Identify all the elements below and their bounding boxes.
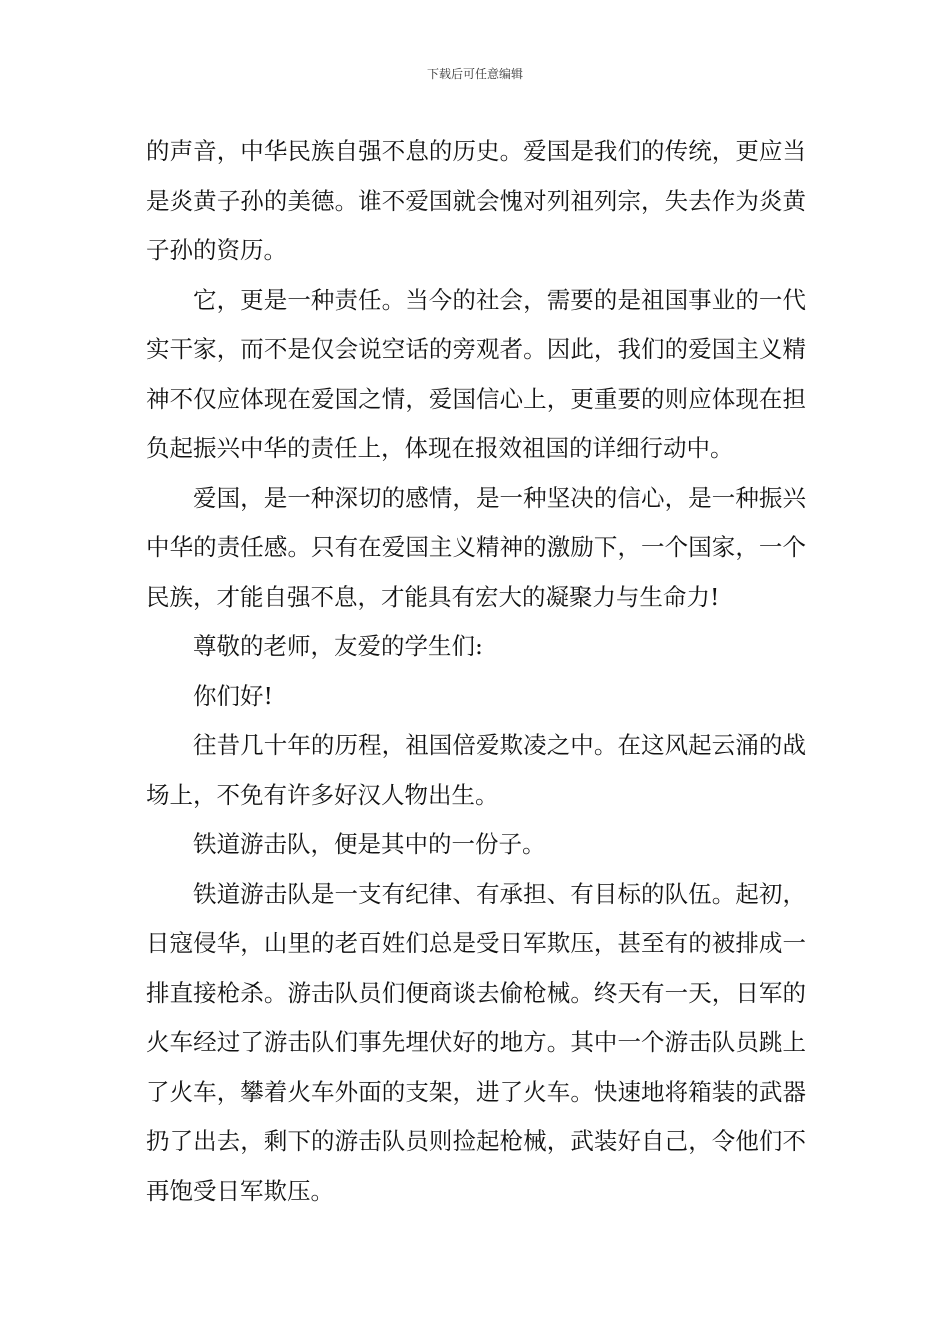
paragraph: 它，更是一种责任。当今的社会，需要的是祖国事业的一代实干家，而不是仅会说空话的旁观者。因此，我们的爱国主义精神不仅应体现在爱国之情，爱国信心上，更重要的则应体现在担负起振兴中华的责任上，体现在报效祖国的详细行动中。 xyxy=(146,285,806,462)
paragraph: 铁道游击队，便是其中的一份子。 xyxy=(193,830,546,858)
paragraph: 爱国，是一种深切的感情，是一种坚决的信心，是一种振兴中华的责任感。只有在爱国主义精神的激励下，一个国家，一个民族，才能自强不息，才能具有宏大的凝聚力与生命力! xyxy=(146,483,806,611)
paragraph: 往昔几十年的历程，祖国倍爱欺凌之中。在这风起云涌的战场上，不免有许多好汉人物出生。 xyxy=(146,731,806,809)
paragraph: 铁道游击队是一支有纪律、有承担、有目标的队伍。起初，日寇侵华，山里的老百姓们总是受日军欺压，甚至有的被排成一排直接枪杀。游击队员们便商谈去偷枪械。终天有一天，日军的火车经过了游击队们事先埋伏好的地方。其中一个游击队员跳上了火车，攀着火车外面的支架，进了火车。快速地将箱装的武器扔了出去，剩下的游击队员则捡起枪械，武装好自己，令他们不再饱受日军欺压。 xyxy=(146,879,806,1205)
paragraph: 的声音，中华民族自强不息的历史。爱国是我们的传统，更应当是炎黄子孙的美德。谁不爱国就会愧对列祖列宗，失去作为炎黄子孙的资历。 xyxy=(146,137,806,264)
document-body xyxy=(146,127,806,1216)
paragraph: 尊敬的老师，友爱的学生们: xyxy=(193,632,483,660)
page-header-note: 下载后可任意编辑 xyxy=(426,67,523,81)
paragraph: 你们好! xyxy=(193,681,273,710)
